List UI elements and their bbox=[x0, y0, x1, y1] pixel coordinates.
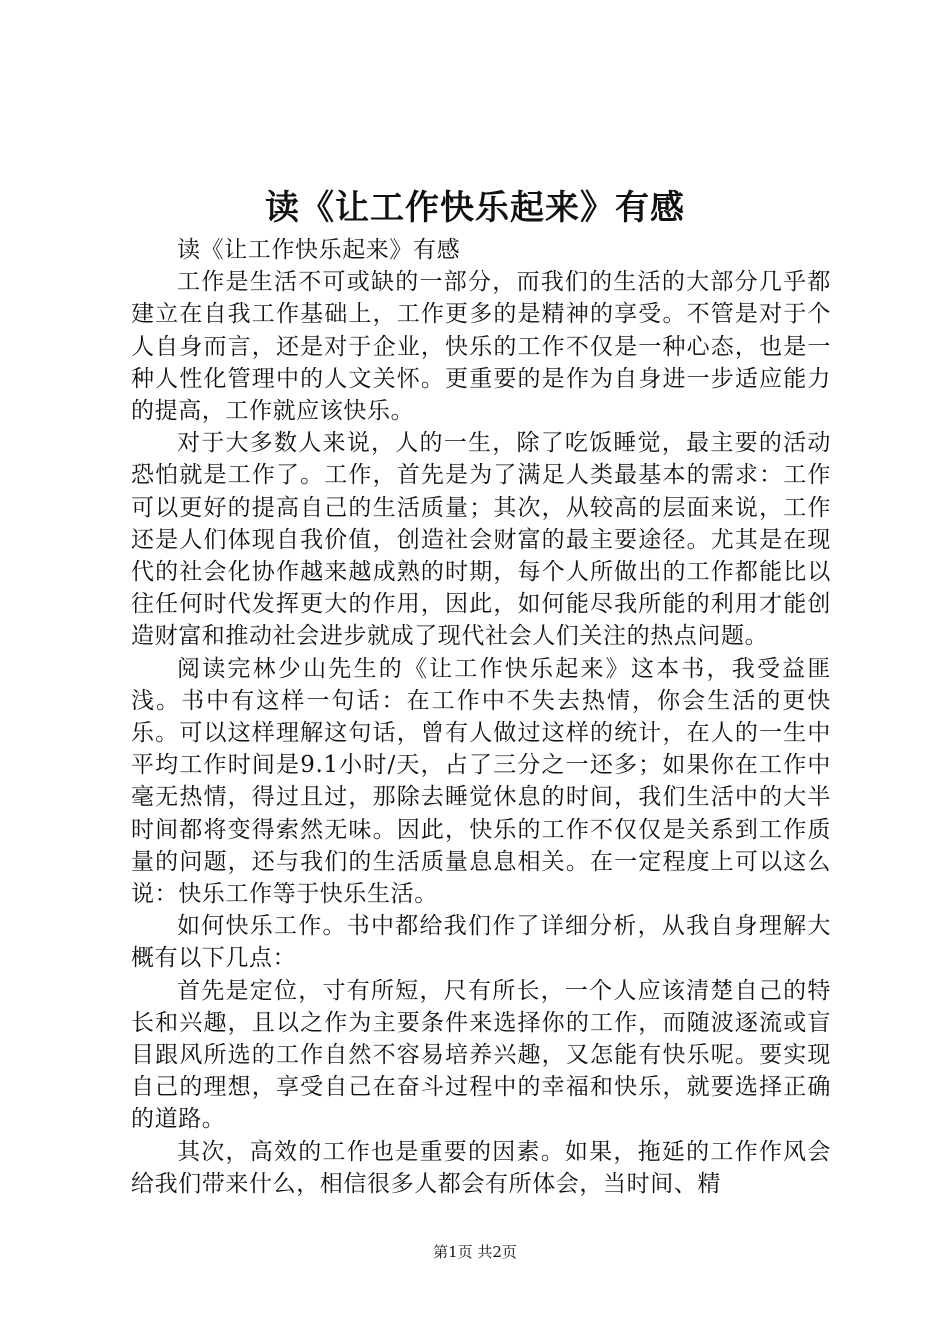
body-paragraph: 首先是定位，寸有所短，尺有所长，一个人应该清楚自己的特长和兴趣，且以之作为主要条件来选择你的工作，而随波逐流或盲目跟风所选的工作自然不容易培养兴趣，又怎能有快乐呢。要实现自己的理想，享受自己在奋斗过程中的幸福和快乐，就要选择正确的道路。 bbox=[131, 977, 831, 1133]
body-paragraph: 如何快乐工作。书中都给我们作了详细分析，从我自身理解大概有以下几点： bbox=[131, 913, 831, 972]
subtitle-paragraph: 读《让工作快乐起来》有感 bbox=[177, 237, 461, 263]
page-footer: 第1页 共2页 bbox=[433, 1243, 517, 1261]
body-paragraph: 阅读完林少山先生的《让工作快乐起来》这本书，我受益匪浅。书中有这样一句话：在工作中不失去热情，你会生活的更快乐。可以这样理解这句话，曾有人做过这样的统计，在人的一生中平均工作时间是9.1小时/天，占了三分之一还多；如果你在工作中毫无热情，得过且过，那除去睡觉休息的时间，我们生活中的大半时间都将变得索然无味。因此，快乐的工作不仅仅是关系到工作质量的问题，还与我们的生活质量息息相关。在一定程度上可以这么说：快乐工作等于快乐生活。 bbox=[131, 655, 831, 908]
body-paragraph: 其次，高效的工作也是重要的因素。如果，拖延的工作作风会给我们带来什么，相信很多人都会有所体会，当时间、精 bbox=[131, 1138, 831, 1197]
page-title: 读《让工作快乐起来》有感 bbox=[265, 188, 685, 228]
body-paragraph: 对于大多数人来说，人的一生，除了吃饭睡觉，最主要的活动恐怕就是工作了。工作，首先是为了满足人类最基本的需求：工作可以更好的提高自己的生活质量；其次，从较高的层面来说，工作还是人们体现自我价值，创造社会财富的最主要途径。尤其是在现代的社会化协作越来越成熟的时期，每个人所做出的工作都能比以往任何时代发挥更大的作用，因此，如何能尽我所能的利用才能创造财富和推动社会进步就成了现代社会人们关注的热点问题。 bbox=[131, 430, 831, 650]
body-paragraph: 工作是生活不可或缺的一部分，而我们的生活的大部分几乎都建立在自我工作基础上，工作更多的是精神的享受。不管是对于个人自身而言，还是对于企业，快乐的工作不仅是一种心态，也是一种人性化管理中的人文关怀。更重要的是作为自身进一步适应能力的提高，工作就应该快乐。 bbox=[131, 269, 831, 425]
document-body bbox=[131, 234, 831, 1200]
